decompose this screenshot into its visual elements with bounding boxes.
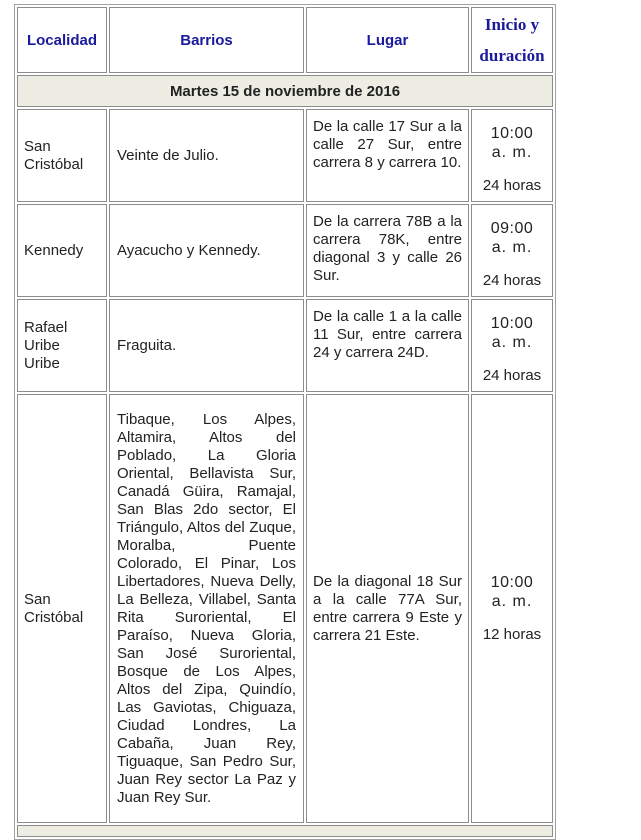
duration: 24 horas xyxy=(482,271,542,289)
barrios-cell: Ayacucho y Kennedy. xyxy=(109,204,304,297)
barrios-cell: Tibaque, Los Alpes, Altamira, Altos del Poblado, La Gloria Oriental, Bellavista Sur, Canadá Güira, Ramajal, San Blas 2do sector, El Triángulo, Altos del Zuque, Moralba, Puente Colorado, El Pinar, Los Libertadores, Nueva Delly, La Belleza, Villabel, Santa Rita Suroriental, El Paraíso, Nueva Gloria, San José Suroriental, Bosque de Los Alpes, Altos del Zipa, Quindío, Las Gaviotas, Chiguaza, Ciudad Londres, La Cabaña, Juan Rey, Tiguaque, San Pedro Sur, Juan Rey sector La Paz y Juan Rey Sur. xyxy=(109,394,304,823)
header-inicio xyxy=(471,7,553,73)
header-localidad: Localidad xyxy=(17,7,107,73)
start-time: 10:00 xyxy=(490,573,534,591)
lugar-cell: De la carrera 78B a la carrera 78K, entre diagonal 3 y calle 26 Sur. xyxy=(306,204,469,297)
localidad-line: San xyxy=(24,590,51,608)
start-time: 10:00 xyxy=(490,124,534,142)
localidad-cell xyxy=(17,109,107,202)
start-ampm: a. m. xyxy=(491,238,533,256)
header-row xyxy=(17,7,553,73)
localidad-line: San xyxy=(24,137,51,155)
date-label: Martes 15 de noviembre de 2016 xyxy=(17,75,553,107)
start-ampm: a. m. xyxy=(491,592,533,610)
localidad-line: Rafael xyxy=(24,318,68,336)
localidad-cell xyxy=(17,299,107,392)
inicio-cell xyxy=(471,109,553,202)
lugar-cell: De la calle 1 a la calle 11 Sur, entre carrera 24 y carrera 24D. xyxy=(306,299,469,392)
header-inicio-line2: duración xyxy=(479,46,545,65)
start-ampm: a. m. xyxy=(491,143,533,161)
next-date-row-partial xyxy=(17,825,553,837)
localidad-line: Uribe xyxy=(24,336,60,354)
table-row xyxy=(17,109,553,202)
header-inicio-line1: Inicio y xyxy=(484,15,540,34)
barrios-cell: Fraguita. xyxy=(109,299,304,392)
inicio-cell xyxy=(471,299,553,392)
duration: 24 horas xyxy=(482,176,542,194)
localidad-line: Cristóbal xyxy=(24,608,84,626)
localidad-cell xyxy=(17,394,107,823)
localidad-cell xyxy=(17,204,107,297)
header-lugar: Lugar xyxy=(306,7,469,73)
lugar-cell: De la diagonal 18 Sur a la calle 77A Sur, entre carrera 9 Este y carrera 21 Este. xyxy=(306,394,469,823)
barrios-cell: Veinte de Julio. xyxy=(109,109,304,202)
localidad-line: Kennedy xyxy=(24,241,84,259)
next-date-row xyxy=(17,825,553,837)
start-ampm: a. m. xyxy=(491,333,533,351)
start-time: 10:00 xyxy=(490,314,534,332)
localidad-line: Uribe xyxy=(24,354,60,372)
duration: 12 horas xyxy=(482,625,542,643)
lugar-cell: De la calle 17 Sur a la calle 27 Sur, entre carrera 8 y carrera 10. xyxy=(306,109,469,202)
inicio-cell xyxy=(471,394,553,823)
inicio-cell xyxy=(471,204,553,297)
table-row xyxy=(17,204,553,297)
date-row xyxy=(17,75,553,107)
start-time: 09:00 xyxy=(490,219,534,237)
localidad-line: Cristóbal xyxy=(24,155,84,173)
duration: 24 horas xyxy=(482,366,542,384)
table-row xyxy=(17,394,553,823)
header-barrios: Barrios xyxy=(109,7,304,73)
schedule-table xyxy=(14,4,556,840)
table-row xyxy=(17,299,553,392)
